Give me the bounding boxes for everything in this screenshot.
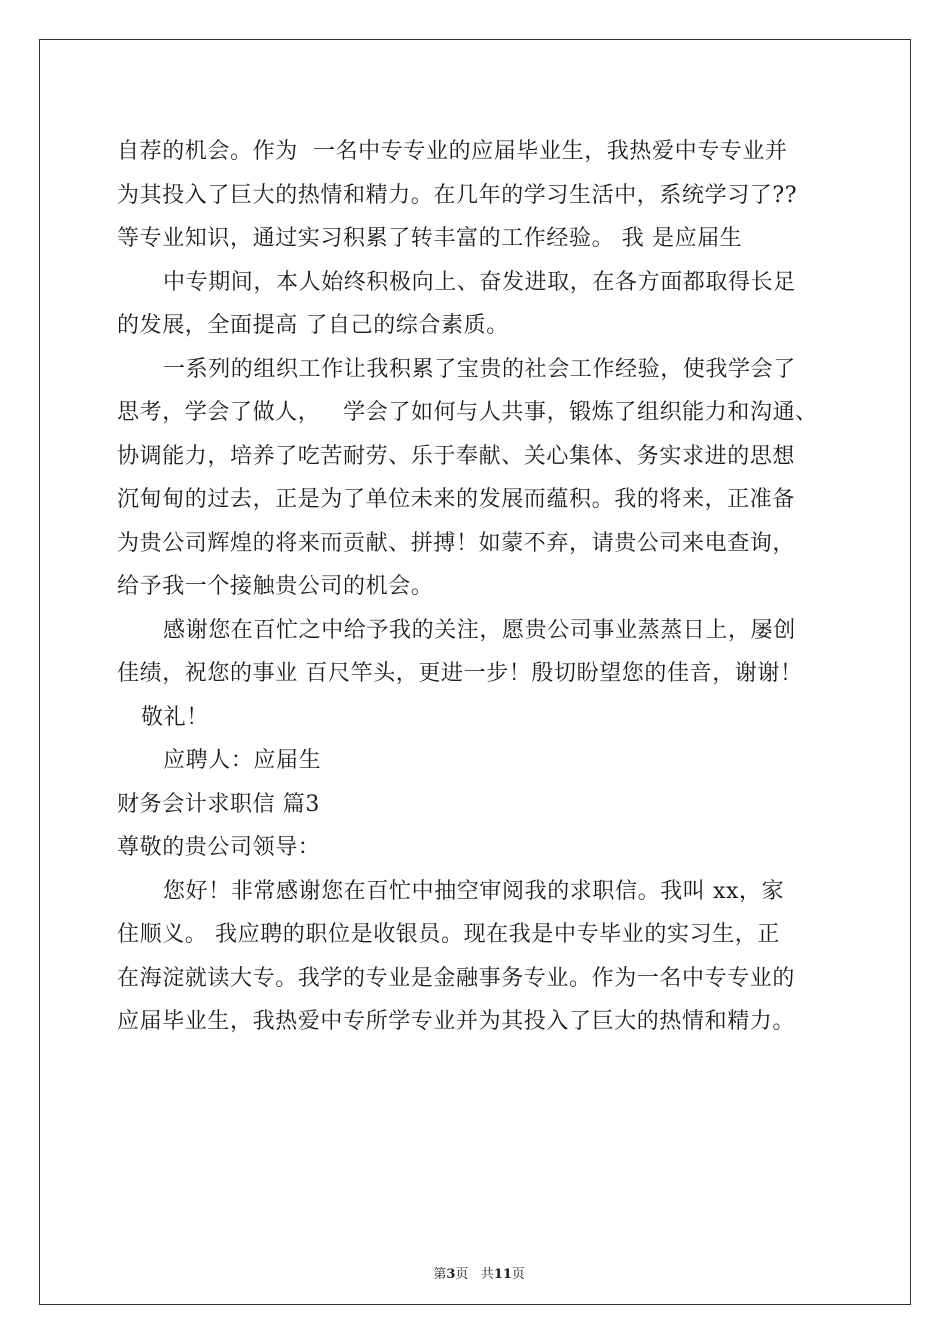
text-line: 思考，学会了做人， 学会了如何与人共事，锻炼了组织能力和沟通、 (117, 400, 818, 425)
document-body (117, 130, 857, 1044)
text-line: 住顺义。 我应聘的职位是收银员。现在我是中专毕业的实习生，正 (117, 922, 780, 947)
text-line: 的发展，全面提高 了自己的综合素质。 (117, 313, 509, 338)
text-line: 沉甸甸的过去，正是为了单位未来的发展而蕴积。我的将来，正准备 (117, 487, 796, 512)
footer-prefix: 第 (433, 1267, 447, 1282)
text-line: 自荐的机会。作为 一名中专专业的应届毕业生，我热爱中专专业并 (117, 139, 788, 164)
footer-total-pages: 11 (493, 1267, 512, 1282)
text-line: 感谢您在百忙之中给予我的关注，愿贵公司事业蒸蒸日上，屡创 (163, 617, 796, 643)
text-line: 敬礼！ (141, 704, 209, 730)
text-line: 应届毕业生，我热爱中专所学专业并为其投入了巨大的热情和精力。 (117, 1009, 796, 1034)
text-line: 等专业知识，通过实习积累了转丰富的工作经验。 我 是应届生 (117, 226, 743, 251)
text-line: 为贵公司辉煌的将来而贡献、拼搏！如蒙不弃，请贵公司来电查询， (117, 530, 796, 556)
text-line: 财务会计求职信 篇3 (117, 791, 320, 817)
text-line: 尊敬的贵公司领导： (117, 835, 321, 860)
footer-suffix: 页 (511, 1267, 525, 1282)
text-line: 您好！非常感谢您在百忙中抽空审阅我的求职信。我叫 xx，家 (163, 878, 785, 904)
text-line: 给予我一个接触贵公司的机会。 (117, 574, 434, 599)
text-line: 一系列的组织工作让我积累了宝贵的社会工作经验，使我学会了 (163, 356, 796, 382)
text-line: 应聘人：应届生 (163, 748, 322, 773)
footer-current-page: 3 (446, 1267, 456, 1282)
text-line: 佳绩，祝您的事业 百尺竿头，更进一步！殷切盼望您的佳音，谢谢！ (117, 661, 803, 686)
text-line: 中专期间，本人始终积极向上、奋发进取，在各方面都取得长足 (163, 269, 796, 295)
text-line: 为其投入了巨大的热情和精力。在几年的学习生活中，系统学习了?? (117, 182, 798, 208)
page-footer (0, 1248, 950, 1282)
text-line: 协调能力，培养了吃苦耐劳、乐于奉献、关心集体、务实求进的思想 (117, 443, 796, 469)
text-line: 在海淀就读大专。我学的专业是金融事务专业。作为一名中专专业的 (117, 965, 796, 991)
footer-mid: 页 共 (455, 1267, 494, 1282)
